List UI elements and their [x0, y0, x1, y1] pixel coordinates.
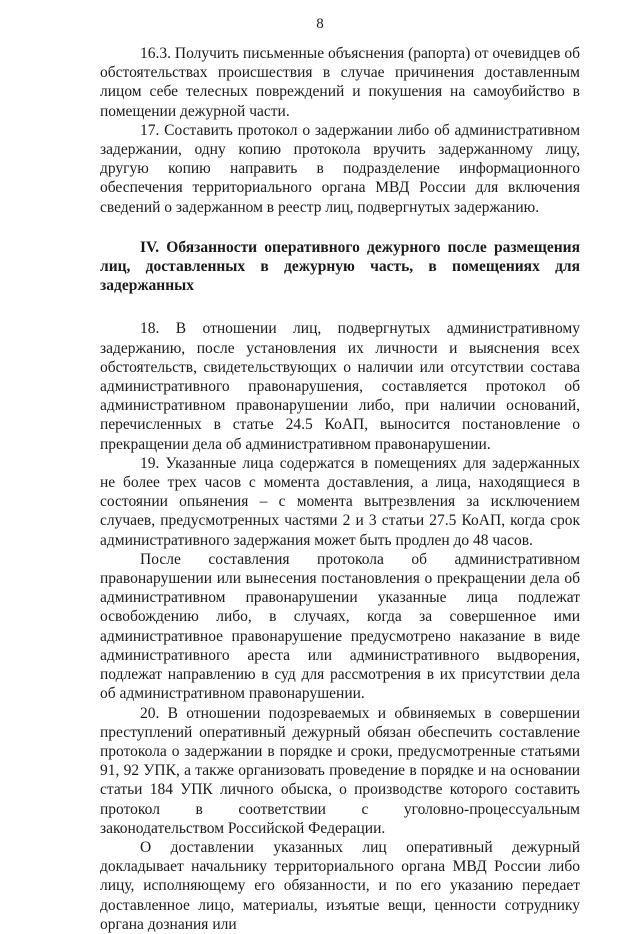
page-number: 8 [316, 16, 324, 32]
paragraph-17: 17. Составить протокол о задержании либо об административном задержании, одну копию протокола вручить задержанному лицу, другую копию направить в подразделение информационного обеспечения территориального органа МВД России для включения сведений о задержанном в реестр лиц, подвергнутых задержанию. [100, 121, 580, 216]
document-body [100, 44, 580, 934]
paragraph-19-continued: После составления протокола об административном правонарушении или вынесения постановления о прекращении дела об административном правонарушении указанные лица подлежат освобождению либо, в случаях, когда за совершенное ими административное правонарушение предусмотрено наказание в виде административного ареста или административного выдворения, подлежат направлению в суд для рассмотрения в их присутствии дела об административном правонарушении. [100, 550, 580, 703]
paragraph-19: 19. Указанные лица содержатся в помещениях для задержанных не более трех часов с момента доставления, а лица, находящиеся в состоянии опьянения – с момента вытрезвления за исключением случаев, предусмотренных частями 2 и 3 статьи 27.5 КоАП, когда срок административного задержания может быть продлен до 48 часов. [100, 454, 580, 549]
paragraph-20: 20. В отношении подозреваемых и обвиняемых в совершении преступлений оперативный дежурный обязан обеспечить составление протокола о задержании в порядке и сроки, предусмотренные статьями 91, 92 УПК, а также организовать проведение в порядке и на основании статьи 184 УПК личного обыска, о производстве которого составить протокол в соответствии с уголовно-процессуальным законодательством Российской Федерации. [100, 704, 580, 837]
paragraph-16-3: 16.3. Получить письменные объяснения (рапорта) от очевидцев об обстоятельствах происшествия в случае причинения доставленным лицом себе телесных повреждений и покушения на самоубийство в помещении дежурной части. [100, 45, 580, 120]
paragraph-20-continued: О доставлении указанных лиц оперативный дежурный докладывает начальнику территориального органа МВД России либо лицу, исполняющему его обязанности, и по его указанию передает доставленное лицо, материалы, изъятые вещи, ценности сотруднику органа дознания или [100, 838, 580, 933]
section-heading: IV. Обязанности оперативного дежурного после размещения лиц, доставленных в дежурную часть, в помещениях для задержанных [100, 238, 580, 295]
paragraph-18: 18. В отношении лиц, подвергнутых административному задержанию, после установления их личности и выяснения всех обстоятельств, свидетельствующих о наличии или отсутствии состава административного правонарушения, составляется протокол об административном правонарушении либо, при наличии оснований, перечисленных в статье 24.5 КоАП, выносится постановление о прекращении дела об административном правонарушении. [100, 320, 580, 453]
